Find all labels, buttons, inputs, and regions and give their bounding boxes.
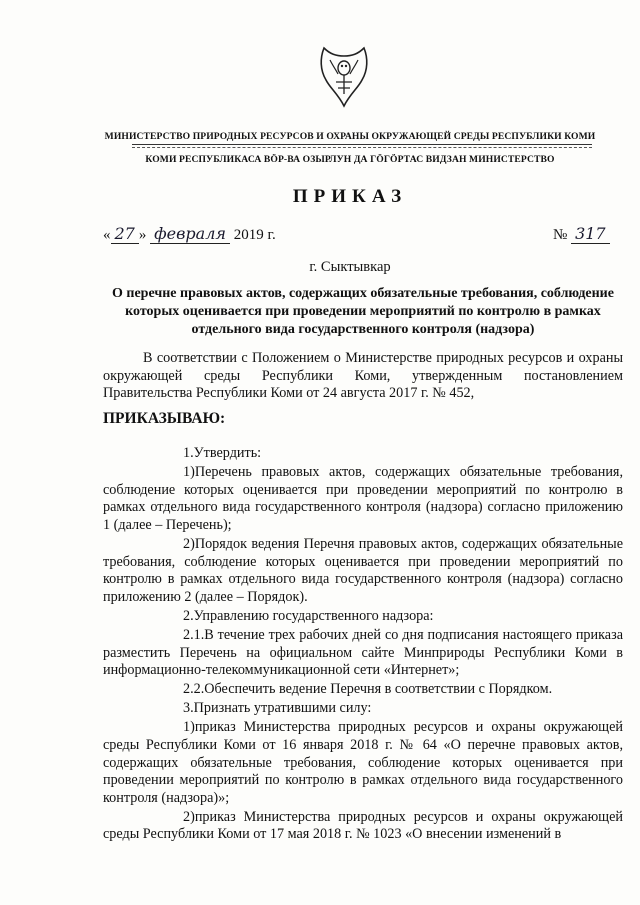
list-item [103,700,623,718]
list-item [103,536,623,606]
item-text: Перечень правовых актов, содержащих обязательные требования, соблюдение которых оценивается при проведении мероприятий по контролю в рамках отдельного вида государственного контроля (надзора) согласно приложению 1 (далее – Перечень); [103,464,623,533]
order-date [103,224,276,244]
order-items [103,445,623,846]
list-item [103,809,623,844]
item-number: 2) [183,535,195,552]
number-sign: № [553,227,568,243]
item-text: Порядок ведения Перечня правовых актов, содержащих обязательные требования, соблюдение которых оценивается при проведении мероприятий по контролю в рамках отдельного вида государственного контроля (надзора) согласно приложению 2 (далее – Порядок). [103,535,623,605]
list-item [103,608,623,626]
item-number: 2.2. [183,681,205,698]
number-handwritten: 317 [571,224,610,244]
item-number: 2. [183,607,194,624]
list-item [103,681,623,699]
item-number: 3. [183,700,194,717]
list-item [103,445,623,463]
item-text: Утвердить: [193,445,262,461]
item-text: Обеспечить ведение Перечня в соответствии с Порядком. [204,681,553,698]
date-open-quote: « [103,227,111,243]
header-divider-dashed [132,147,592,148]
item-number: 2.1. [183,626,205,643]
item-text: В течение трех рабочих дней со дня подписания настоящего приказа разместить Перечень на официальном сайте Минприроды Республики Коми в информационно-телекоммуникационной сети «Интернет»; [103,626,623,679]
item-number: 1. [183,445,194,461]
item-text: Управлению государственного надзора: [193,607,434,624]
order-subject: О перечне правовых актов, содержащих обязательные требования, соблюдение которых оценивается при проведении мероприятий по контролю в рамках отдельного вида государственного контроля (надзора) [112,286,614,337]
ministry-name-komi: КОМИ РЕСПУБЛИКАСА ВӦР-ВА ОЗЫРЛУН ДА ГӦГӦРТАС ВИДЗАН МИНИСТЕРСТВО [145,154,555,165]
order-word: ПРИКАЗЫВАЮ: [103,410,226,427]
date-close-quote: » [138,227,147,243]
item-number: 1) [183,719,195,736]
header-divider [132,144,592,145]
item-number: 2) [183,808,195,825]
ministry-name-russian: МИНИСТЕРСТВО ПРИРОДНЫХ РЕСУРСОВ И ОХРАНЫ ОКРУЖАЮЩЕЙ СРЕДЫ РЕСПУБЛИКИ КОМИ [104,131,596,142]
date-day-handwritten: 27 [111,224,139,244]
komi-coat-of-arms-icon [318,44,370,110]
item-number: 1) [183,464,195,481]
item-text: приказ Министерства природных ресурсов и охраны окружающей среды Республики Коми от 16 января 2018 г. № 64 «О перечне правовых актов, содержащих обязательные требования, соблюдение которых оценивается при проведении мероприятий по контролю в рамках отдельного вида государственного контроля (надзора)»; [103,719,623,806]
date-year: 2019 г. [233,227,276,243]
preamble [103,350,623,403]
list-item [103,627,623,680]
list-item [103,464,623,534]
order-number [553,224,610,244]
document-title: ПРИКАЗ [292,186,408,207]
date-month-handwritten: февраля [150,224,230,244]
item-text: Признать утратившими силу: [193,700,372,717]
item-text: приказ Министерства природных ресурсов и охраны окружающей среды Республики Коми от 17 мая 2018 г. № 1023 «О внесении изменений в [103,808,623,843]
preamble-text: В соответствии с Положением о Министерстве природных ресурсов и охраны окружающей среды Республики Коми, утвержденным постановлением Правительства Республики Коми от 24 августа 2017 г. № 452, [103,350,623,402]
list-item [103,719,623,807]
city: г. Сыктывкар [309,259,391,275]
